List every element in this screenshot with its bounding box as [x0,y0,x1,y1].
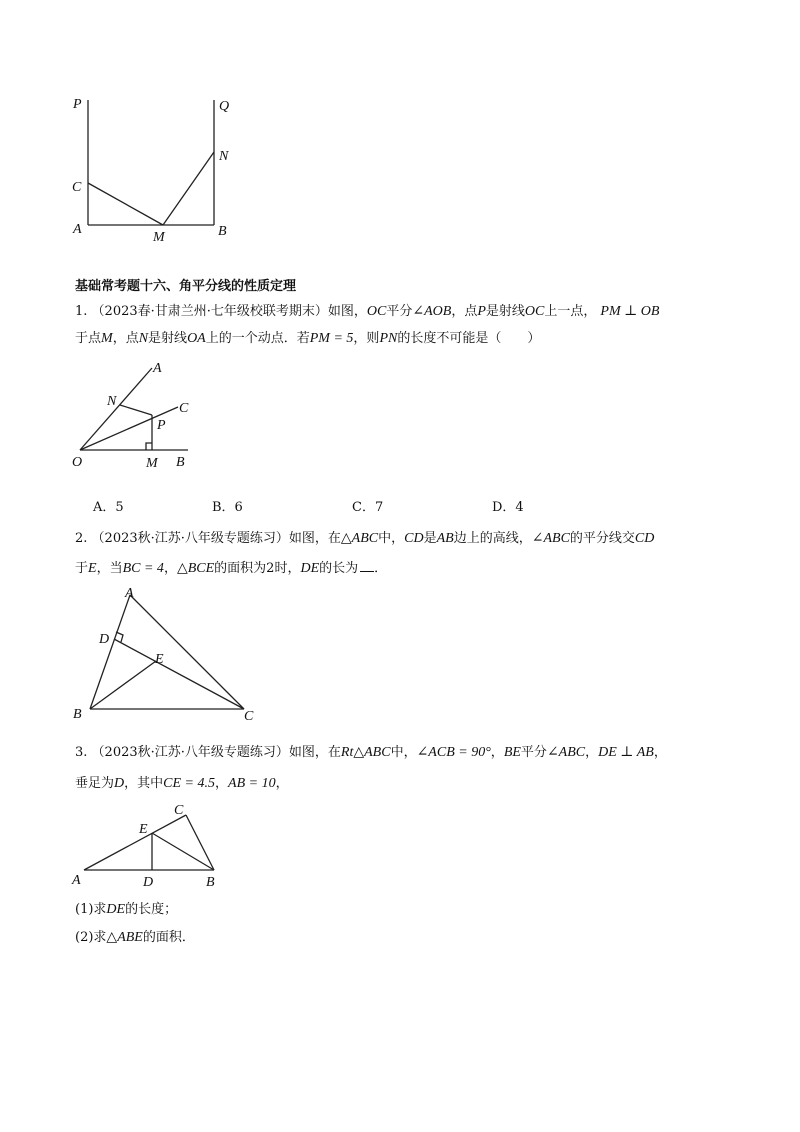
q1-option-a[interactable]: A．5 [93,500,124,515]
q3-text: 垂足为 [75,776,115,791]
q1-text: 上一点， [544,304,597,319]
q1-text: 的长度不可能是（ ） [397,331,541,346]
q3-text: 的面积． [142,930,195,945]
q2-text: 边上的高线， [453,531,532,546]
q3-source: （2023秋·江苏·八年级专题练习）如图，在 [91,745,341,760]
q1-math: OA [187,331,206,346]
q2-math: BC = 4 [122,561,164,576]
q1-text: ，则 [353,331,380,346]
q1-option-d[interactable]: D．4 [492,500,524,515]
label-c: C [174,803,184,818]
q3-line1 [75,744,667,762]
q3-math: D [114,776,125,791]
q3-line2 [75,775,289,793]
q3-math: BE [503,745,521,760]
segment-ac [130,595,244,709]
q2-text: ， [163,561,177,576]
label-p: P [73,97,82,112]
figure-q2 [0,585,800,725]
section-heading: 基础常考题十六、角平分线的性质定理 [75,279,297,294]
label-o: O [72,455,83,470]
segment-cd [114,639,244,709]
label-a: A [125,586,134,601]
q1-math: PM ⊥ OB [600,304,660,319]
label-c: C [179,401,189,416]
segment-cm [88,183,163,225]
label-m: M [153,230,165,245]
q3-text: (1)求 [75,902,107,917]
q1-text: 平分 [386,304,413,319]
q3-text: ， [585,745,599,760]
q1-line2 [75,330,540,348]
q3-text: 平分 [520,745,547,760]
label-e: E [155,652,164,667]
q2-text: ． [374,561,388,576]
segment-ac [84,815,186,870]
q1-text: ，点 [451,304,478,319]
q1-text: 是射线 [148,331,188,346]
q2-text: 中， [378,531,405,546]
q3-text: 的长度； [125,902,178,917]
q2-math: △ABC [340,531,379,546]
q3-math: ∠ABC [546,745,586,760]
label-a: A [72,873,81,888]
label-n: N [219,149,229,164]
q1-math: N [138,331,149,346]
q1-line1 [75,303,659,321]
q2-text: 的长为 [319,561,359,576]
q2-text: 的平分线交 [569,531,635,546]
q2-math: ∠ABC [531,531,570,546]
label-c: C [72,180,82,195]
label-d: D [143,875,154,890]
q3-text: (2)求 [75,930,107,945]
q2-math: AB [436,531,454,546]
label-m: M [146,456,158,471]
q2-line1 [75,530,654,548]
q1-option-c[interactable]: C．7 [352,500,384,515]
q3-number: 3. [75,745,88,760]
figure-top [0,0,800,260]
label-p: P [157,418,166,433]
q3-math: ∠ACB = 90° [416,745,491,760]
q2-math: △BCE [176,561,215,576]
q1-math: OC [524,304,545,319]
q1-math: P [477,304,486,319]
q3-sub2 [75,929,195,947]
q2-math: CD [634,531,655,546]
segment-mn [163,152,214,225]
q3-text: ， [275,776,289,791]
q3-text: ， [215,776,229,791]
label-b: B [218,224,227,239]
q2-math: DE [300,561,320,576]
q1-source: （2023春·甘肃兰州·七年级校联考期末）如图， [91,304,367,319]
label-b: B [73,707,82,722]
q1-text: 于点 [75,331,102,346]
q3-math: DE ⊥ AB [598,745,654,760]
segment-be [90,661,156,709]
q3-math: △ABE [106,930,143,945]
q1-number: 1. [75,304,88,319]
ray-oa [80,368,152,450]
q1-math: PN [379,331,398,346]
q3-text: 中， [390,745,417,760]
q1-math: M [101,331,113,346]
q2-math: E [88,561,97,576]
q2-text: 的面积为2时， [214,561,301,576]
segment-ba [90,595,130,709]
q1-text: 上的一个动点．若 [205,331,310,346]
q2-text: 于 [75,561,89,576]
q3-text: ， [653,745,667,760]
answer-blank[interactable] [360,561,374,572]
label-c: C [244,709,254,724]
q2-text: 是 [423,531,437,546]
label-e: E [139,822,148,837]
q2-text: ，当 [96,561,123,576]
segment-np [120,405,152,415]
q2-number: 2. [75,531,88,546]
q3-math: AB = 10 [228,776,276,791]
right-angle-mark [146,443,152,450]
q1-math: OC [366,304,387,319]
q2-line2 [75,560,387,578]
label-q: Q [219,99,230,114]
figure-q3 [0,800,800,900]
label-b: B [176,455,185,470]
label-n: N [107,394,117,409]
q3-math: Rt△ABC [340,745,391,760]
q3-math: DE [106,902,126,917]
q1-math: ∠AOB [412,304,452,319]
label-a: A [73,222,82,237]
label-b: B [206,875,215,890]
q1-text: 是射线 [485,304,525,319]
label-d: D [99,632,110,647]
q2-source: （2023秋·江苏·八年级专题练习）如图，在 [91,531,341,546]
q3-text: ， [490,745,504,760]
figure-q1 [0,355,800,495]
q1-math: PM = 5 [309,331,354,346]
q2-math: CD [404,531,424,546]
q3-text: ，其中 [124,776,164,791]
q3-math: CE = 4.5 [163,776,215,791]
q3-sub1 [75,901,177,919]
q1-text: ，点 [112,331,139,346]
q1-option-b[interactable]: B．6 [212,500,243,515]
label-a: A [153,361,162,376]
